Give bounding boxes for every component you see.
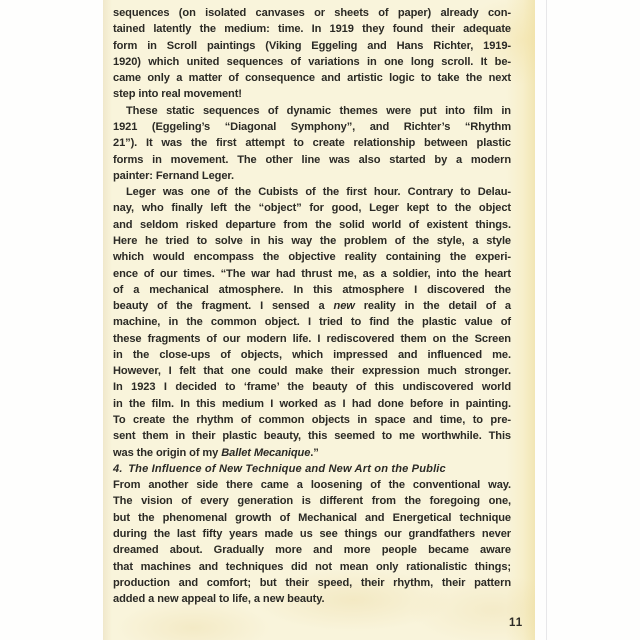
text-line bbox=[113, 591, 511, 607]
text-segment: of a mechanical atmosphere. In this atmosphere I discovered the bbox=[113, 283, 511, 296]
text-line bbox=[113, 331, 511, 347]
text-line bbox=[113, 559, 511, 575]
text-segment: in the close-ups of objects, which impressed and influenced me. bbox=[113, 348, 511, 361]
italic-text-segment: Ballet Mecanique bbox=[221, 446, 311, 459]
text-line bbox=[113, 542, 511, 558]
text-segment: To create the rhythm of common objects in space and time, to pre- bbox=[113, 414, 511, 427]
text-line bbox=[113, 249, 511, 265]
text-segment: beauty of the fragment. I sensed a bbox=[113, 300, 334, 313]
text-segment: step into real movement! bbox=[113, 88, 242, 101]
text-line bbox=[113, 135, 511, 151]
text-segment: painter: Fernand Leger. bbox=[113, 169, 234, 182]
text-segment: ence of our times. “The war had thrust me, as a soldier, into the heart bbox=[113, 267, 511, 280]
text-segment: 1921 (Eggeling’s “Diagonal Symphony”, and Richter’s “Rhythm bbox=[113, 120, 511, 133]
text-line bbox=[113, 217, 511, 233]
text-line bbox=[113, 493, 511, 509]
text-line bbox=[113, 86, 511, 102]
text-line bbox=[113, 396, 511, 412]
text-line bbox=[113, 38, 511, 54]
text-line bbox=[113, 233, 511, 249]
text-segment: In 1923 I decided to ‘frame’ the beauty of this undiscovered world bbox=[113, 381, 511, 394]
text-segment: which would encompass the objective reality containing the experi- bbox=[113, 251, 511, 264]
text-line bbox=[113, 152, 511, 168]
text-line bbox=[113, 298, 511, 314]
text-segment: added a new appeal to life, a new beauty. bbox=[113, 593, 325, 606]
text-line bbox=[113, 70, 511, 86]
text-line bbox=[113, 445, 511, 461]
text-segment: The vision of every generation is different from the foregoing one, bbox=[113, 495, 511, 508]
section-heading bbox=[113, 461, 511, 477]
text-segment: and seldom risked departure from the solid world of existent things. bbox=[113, 218, 511, 231]
text-segment: 21”). It was the first attempt to create relationship between plastic bbox=[113, 137, 511, 150]
italic-text-segment: The Influence of New Technique and New Art on the Public bbox=[128, 462, 446, 475]
text-segment: nay, who finally left the “object” for good, Leger kept to the object bbox=[113, 202, 511, 215]
text-line bbox=[113, 347, 511, 363]
text-line bbox=[113, 412, 511, 428]
text-line bbox=[113, 5, 511, 21]
text-segment: but the phenomenal growth of Mechanical and Energetical technique bbox=[113, 511, 511, 524]
page-number: 11 bbox=[509, 617, 524, 629]
text-segment: sequences (on isolated canvases or sheets of paper) already con- bbox=[113, 7, 511, 19]
text-line bbox=[113, 428, 511, 444]
text-segment: However, I felt that one could make their expression much stronger. bbox=[113, 365, 511, 378]
text-segment: dreamed about. Gradually more and more people became aware bbox=[113, 544, 511, 557]
text-segment: Here he tried to solve in his way the problem of the style, a style bbox=[113, 234, 511, 247]
text-segment: was the origin of my bbox=[113, 446, 222, 459]
text-segment: that machines and techniques did not mean only rationalistic things; bbox=[113, 560, 511, 573]
text-line bbox=[113, 477, 511, 493]
text-line bbox=[113, 200, 511, 216]
text-line bbox=[113, 575, 511, 591]
book-page bbox=[103, 0, 535, 640]
text-line bbox=[113, 54, 511, 70]
text-line bbox=[113, 266, 511, 282]
italic-text-segment: 4. bbox=[113, 462, 129, 475]
text-segment: in the film. In this medium I worked as I had done before in painting. bbox=[113, 397, 511, 410]
text-line bbox=[113, 526, 511, 542]
text-segment: these fragments of our modern life. I rediscovered them on the Screen bbox=[113, 332, 511, 345]
text-line bbox=[113, 119, 511, 135]
text-line bbox=[113, 103, 511, 119]
text-segment: .” bbox=[310, 446, 319, 459]
text-line bbox=[113, 282, 511, 298]
text-segment: production and comfort; but their speed, their rhythm, their pattern bbox=[113, 576, 511, 589]
text-segment: tained latently the medium: time. In 1919 they found their adequate bbox=[113, 23, 511, 36]
text-segment: during the last fifty years made us see things our grandfathers never bbox=[113, 528, 511, 540]
text-segment: form in Scroll paintings (Viking Eggeling and Hans Richter, 1919- bbox=[113, 39, 511, 52]
text-line bbox=[113, 363, 511, 379]
text-segment: These static sequences of dynamic themes were put into film in bbox=[126, 104, 511, 117]
text-segment: sent them in their plastic beauty, this seemed to me worthwhile. This bbox=[113, 430, 511, 443]
text-segment: came only a matter of consequence and artistic logic to take the next bbox=[113, 72, 511, 85]
page-text bbox=[113, 5, 511, 607]
text-line bbox=[113, 379, 511, 395]
text-segment: machine, in the common object. I tried to find the plastic value of bbox=[113, 316, 511, 329]
text-line bbox=[113, 184, 511, 200]
text-segment: From another side there came a loosening of the conventional way. bbox=[113, 479, 511, 492]
text-line bbox=[113, 314, 511, 330]
text-line bbox=[113, 21, 511, 37]
text-segment: forms in movement. The other line was also started by a modern bbox=[113, 153, 511, 166]
text-line bbox=[113, 168, 511, 184]
text-line bbox=[113, 510, 511, 526]
italic-text-segment: new bbox=[333, 300, 355, 313]
text-segment: reality in the detail of a bbox=[354, 300, 511, 313]
scan-artifact-line bbox=[546, 0, 547, 640]
text-segment: 1920) which united sequences of variations in one long scroll. It be- bbox=[113, 55, 511, 68]
text-segment: Leger was one of the Cubists of the first hour. Contrary to Delau- bbox=[126, 186, 511, 199]
